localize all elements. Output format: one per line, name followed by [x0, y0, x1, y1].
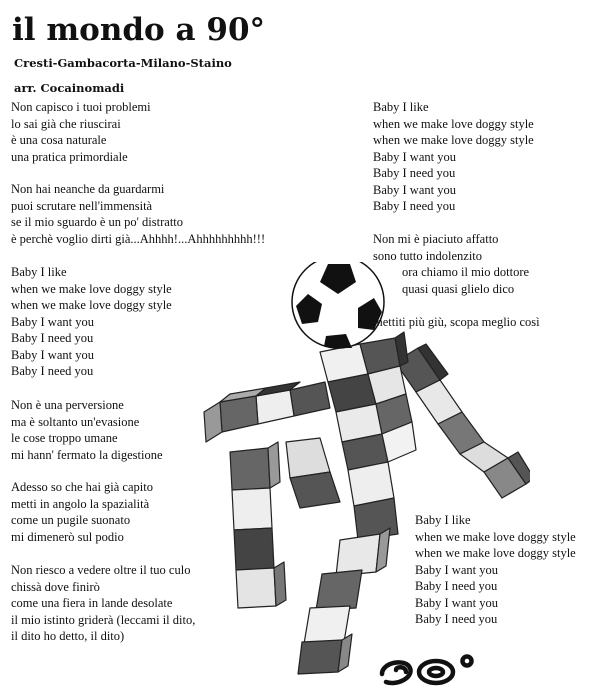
lyric-line: when we make love doggy style [415, 529, 576, 544]
logo-text: 90° [376, 652, 378, 653]
lyric-line: Non hai neanche da guardarmi [11, 182, 165, 196]
lyric-line: Adesso so che hai già capito [11, 480, 153, 494]
song-title: il mondo a 90° [12, 12, 266, 48]
lyric-line: when we make love doggy style [415, 546, 576, 560]
lyric-line: Baby I want you [373, 182, 456, 197]
lyric-line: Baby I need you [373, 166, 456, 180]
stanza-chorus-2 [373, 99, 534, 215]
italia-90-logo [376, 652, 486, 688]
stanza-verse-2 [11, 181, 265, 247]
lyric-line: when we make love doggy style [11, 281, 172, 296]
lyric-line: mi dimenerò sul podio [11, 529, 124, 544]
lyric-line: Non capisco i tuoi problemi [11, 100, 151, 114]
lyric-line: le cose troppo umane [11, 431, 118, 445]
lyric-line: when we make love doggy style [11, 298, 172, 312]
lyric-line: come un pugile suonato [11, 513, 131, 527]
lyric-line: Baby I want you [415, 595, 498, 610]
stanza-verse-5 [11, 562, 195, 645]
lyric-line: Baby I need you [415, 612, 498, 626]
lyric-line: Baby I like [11, 265, 67, 279]
lyric-line: Baby I need you [373, 199, 456, 213]
lyric-line: ma è soltanto un'evasione [11, 414, 140, 429]
lyric-line: mi hann' fermato la digestione [11, 447, 163, 462]
lyric-line: una pratica primordiale [11, 149, 128, 164]
mascot-arm-left [204, 382, 330, 442]
lyric-line: Non riesco a vedere oltre il tuo culo [11, 563, 191, 577]
lyric-line: lo sai già che riuscirai [11, 116, 121, 131]
lyric-line: come una fiera in lande desolate [11, 596, 173, 610]
lyric-line: metti in angolo la spazialità [11, 496, 150, 511]
mascot-torso [320, 332, 416, 470]
lyric-line: Baby I like [415, 513, 471, 527]
stanza-verse-4 [11, 479, 153, 545]
lyric-line: Baby I need you [11, 331, 94, 345]
lyric-line: when we make love doggy style [373, 133, 534, 147]
stanza-outro-line [373, 314, 540, 331]
lyric-line: Baby I like [373, 100, 429, 114]
songwriter-credits: Cresti-Gambacorta-Milano-Staino [14, 56, 232, 70]
stanza-verse-3 [11, 397, 163, 463]
lyric-line: Baby I need you [11, 364, 94, 378]
stanza-chorus-1 [11, 264, 172, 380]
lyric-line: puoi scrutare nell'immensità [11, 198, 153, 213]
lyric-line: Non è una perversione [11, 398, 124, 412]
mascot-arm-right [395, 344, 530, 498]
lyric-line: Baby I want you [373, 149, 456, 164]
lyric-line: Baby I want you [11, 314, 94, 329]
lyric-line: se il mio sguardo è un po' distratto [11, 215, 184, 229]
lyric-line: when we make love doggy style [373, 116, 534, 131]
lyric-line: sono tutto indolenzito [373, 248, 483, 263]
lyric-line: chissà dove finirò [11, 579, 100, 594]
stanza-verse-6 [373, 231, 529, 297]
lyric-line: è perchè voglio dirti già...Ahhhh!...Ahhhhhhhhh!!! [11, 231, 266, 246]
lyric-line: è una cosa naturale [11, 133, 107, 147]
arrangement-credit: arr. Cocainomadi [14, 81, 125, 95]
football-icon [292, 262, 384, 348]
lyric-line: Baby I want you [415, 562, 498, 577]
lyric-line: Baby I want you [11, 347, 94, 362]
lyric-line: ora chiamo il mio dottore [402, 265, 530, 279]
stanza-verse-1 [11, 99, 151, 165]
lyric-line: il dito ho detto, il dito) [11, 629, 125, 643]
lyric-line: il mio istinto griderà (leccami il dito, [11, 612, 196, 627]
lyric-line: Baby I need you [415, 579, 498, 593]
lyric-line: mettiti più giù, scopa meglio così [373, 315, 540, 329]
stanza-chorus-3 [415, 512, 576, 628]
lyric-line: Non mi è piaciuto affatto [373, 232, 499, 246]
lyric-line: quasi quasi glielo dico [402, 281, 515, 296]
